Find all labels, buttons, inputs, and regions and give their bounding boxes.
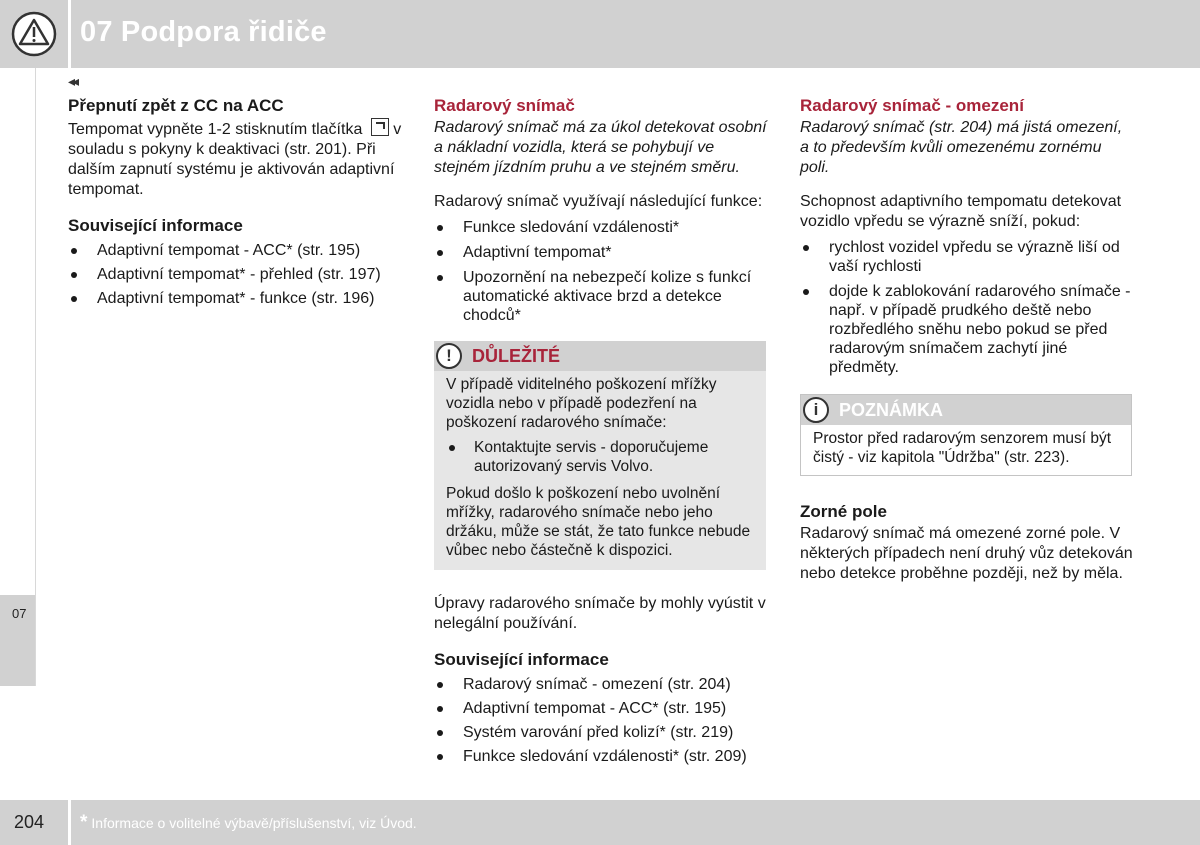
footnote-star: * — [80, 812, 88, 833]
footnote-text: Informace o volitelné výbavě/příslušenství, viz Úvod. — [91, 815, 417, 831]
deactivate-text-b: v souladu s pokyny k deaktivaci (str. 201). Při dalším zapnutí systému je aktivován adaptivní tempomat. — [68, 121, 402, 198]
column-2 — [434, 94, 769, 766]
deactivate-text-a: Tempomat vypněte 1-2 stisknutím tlačítka — [68, 121, 363, 138]
list-item: Kontaktujte servis - doporučujeme autorizovaný servis Volvo. — [446, 438, 754, 476]
capability-intro: Schopnost adaptivního tempomatu detekovat vozidlo vpředu se výrazně sníží, pokud: — [800, 193, 1122, 230]
note-callout — [800, 394, 1132, 476]
list-item: dojde k zablokování radarového snímače - např. v případě prudkého deště nebo rozbředlého sněhu nebo pokud se před radarovým snímačem zachytí jiné předměty. — [800, 282, 1135, 377]
important-callout — [434, 341, 766, 570]
important-para-2: Pokud došlo k poškození nebo uvolnění mřížky, radarového snímače nebo jeho držáku, může se stát, že tato funkce nebude vůbec nebo částečně k dispozici. — [446, 485, 751, 559]
column-1 — [68, 94, 403, 308]
related-info-heading: Související informace — [68, 216, 243, 235]
field-of-view-text: Radarový snímač má omezené zorné pole. V některých případech není druhý vůz detekován nebo detekce proběhne později, než by měla. — [800, 525, 1133, 582]
page-number: 204 — [14, 812, 45, 832]
important-callout-body — [434, 371, 766, 570]
list-item: Funkce sledování vzdálenosti* — [434, 218, 769, 237]
footer-divider — [68, 800, 71, 845]
warning-triangle-icon — [11, 11, 57, 57]
chapter-tab-label: 07 — [12, 606, 27, 621]
related-list — [434, 675, 769, 766]
radar-intro: Radarový snímač má za úkol detekovat osobní a nákladní vozidla, která se pohybují ve stejném jízdním pruhu a ve stejném směru. — [434, 119, 767, 176]
conditions-list — [800, 238, 1135, 377]
limitations-intro: Radarový snímač (str. 204) má jistá omezení, a to především kvůli omezenému zornému poli. — [800, 119, 1123, 176]
functions-intro: Radarový snímač využívají následující funkce: — [434, 193, 763, 210]
note-title: POZNÁMKA — [839, 399, 943, 420]
important-title: DŮLEŽITÉ — [472, 345, 560, 366]
section-heading-radar-limitations: Radarový snímač - omezení — [800, 96, 1024, 115]
related-link[interactable]: Adaptivní tempomat* - přehled (str. 197) — [68, 265, 403, 284]
related-list — [68, 241, 403, 308]
important-para-1: V případě viditelného poškození mřížky vozidla nebo v případě podezření na poškození radarového snímače: — [446, 376, 717, 431]
column-3 — [800, 94, 1135, 584]
note-callout-header — [801, 395, 1131, 425]
exclamation-icon: ! — [436, 343, 462, 369]
modifications-warning: Úpravy radarového snímače by mohly vyústit v nelegální používání. — [434, 595, 766, 632]
section-heading-switch-cc-acc: Přepnutí zpět z CC na ACC — [68, 96, 284, 115]
gutter-strip — [0, 68, 36, 686]
note-callout-body — [801, 425, 1131, 475]
related-link[interactable]: Systém varování před kolizí* (str. 219) — [434, 723, 769, 742]
important-callout-header — [434, 341, 766, 371]
note-text: Prostor před radarovým senzorem musí být čistý - viz kapitola "Údržba" (str. 223). — [813, 430, 1112, 466]
section-heading-radar-sensor: Radarový snímač — [434, 96, 575, 115]
header-icon-box — [0, 0, 68, 68]
back-arrows-icon[interactable]: ◂◂ — [68, 73, 77, 89]
field-of-view-heading: Zorné pole — [800, 502, 887, 521]
related-link[interactable]: Adaptivní tempomat - ACC* (str. 195) — [434, 699, 769, 718]
list-item: rychlost vozidel vpředu se výrazně liší od vaší rychlosti — [800, 238, 1135, 276]
page-title: 07 Podpora řidiče — [80, 16, 327, 48]
related-link[interactable]: Adaptivní tempomat - ACC* (str. 195) — [68, 241, 403, 260]
functions-list — [434, 218, 769, 325]
list-item: Upozornění na nebezpečí kolize s funkcí automatické aktivace brzd a detekce chodců* — [434, 268, 769, 325]
footnote — [80, 812, 417, 834]
cruise-button-icon — [371, 118, 389, 136]
deactivate-paragraph — [68, 118, 403, 200]
related-link[interactable]: Funkce sledování vzdálenosti* (str. 209) — [434, 747, 769, 766]
related-info-heading: Související informace — [434, 650, 609, 669]
related-link[interactable]: Radarový snímač - omezení (str. 204) — [434, 675, 769, 694]
important-list — [446, 438, 754, 476]
header-divider — [68, 0, 71, 68]
info-icon: i — [803, 397, 829, 423]
list-item: Adaptivní tempomat* — [434, 243, 769, 262]
related-link[interactable]: Adaptivní tempomat* - funkce (str. 196) — [68, 289, 403, 308]
